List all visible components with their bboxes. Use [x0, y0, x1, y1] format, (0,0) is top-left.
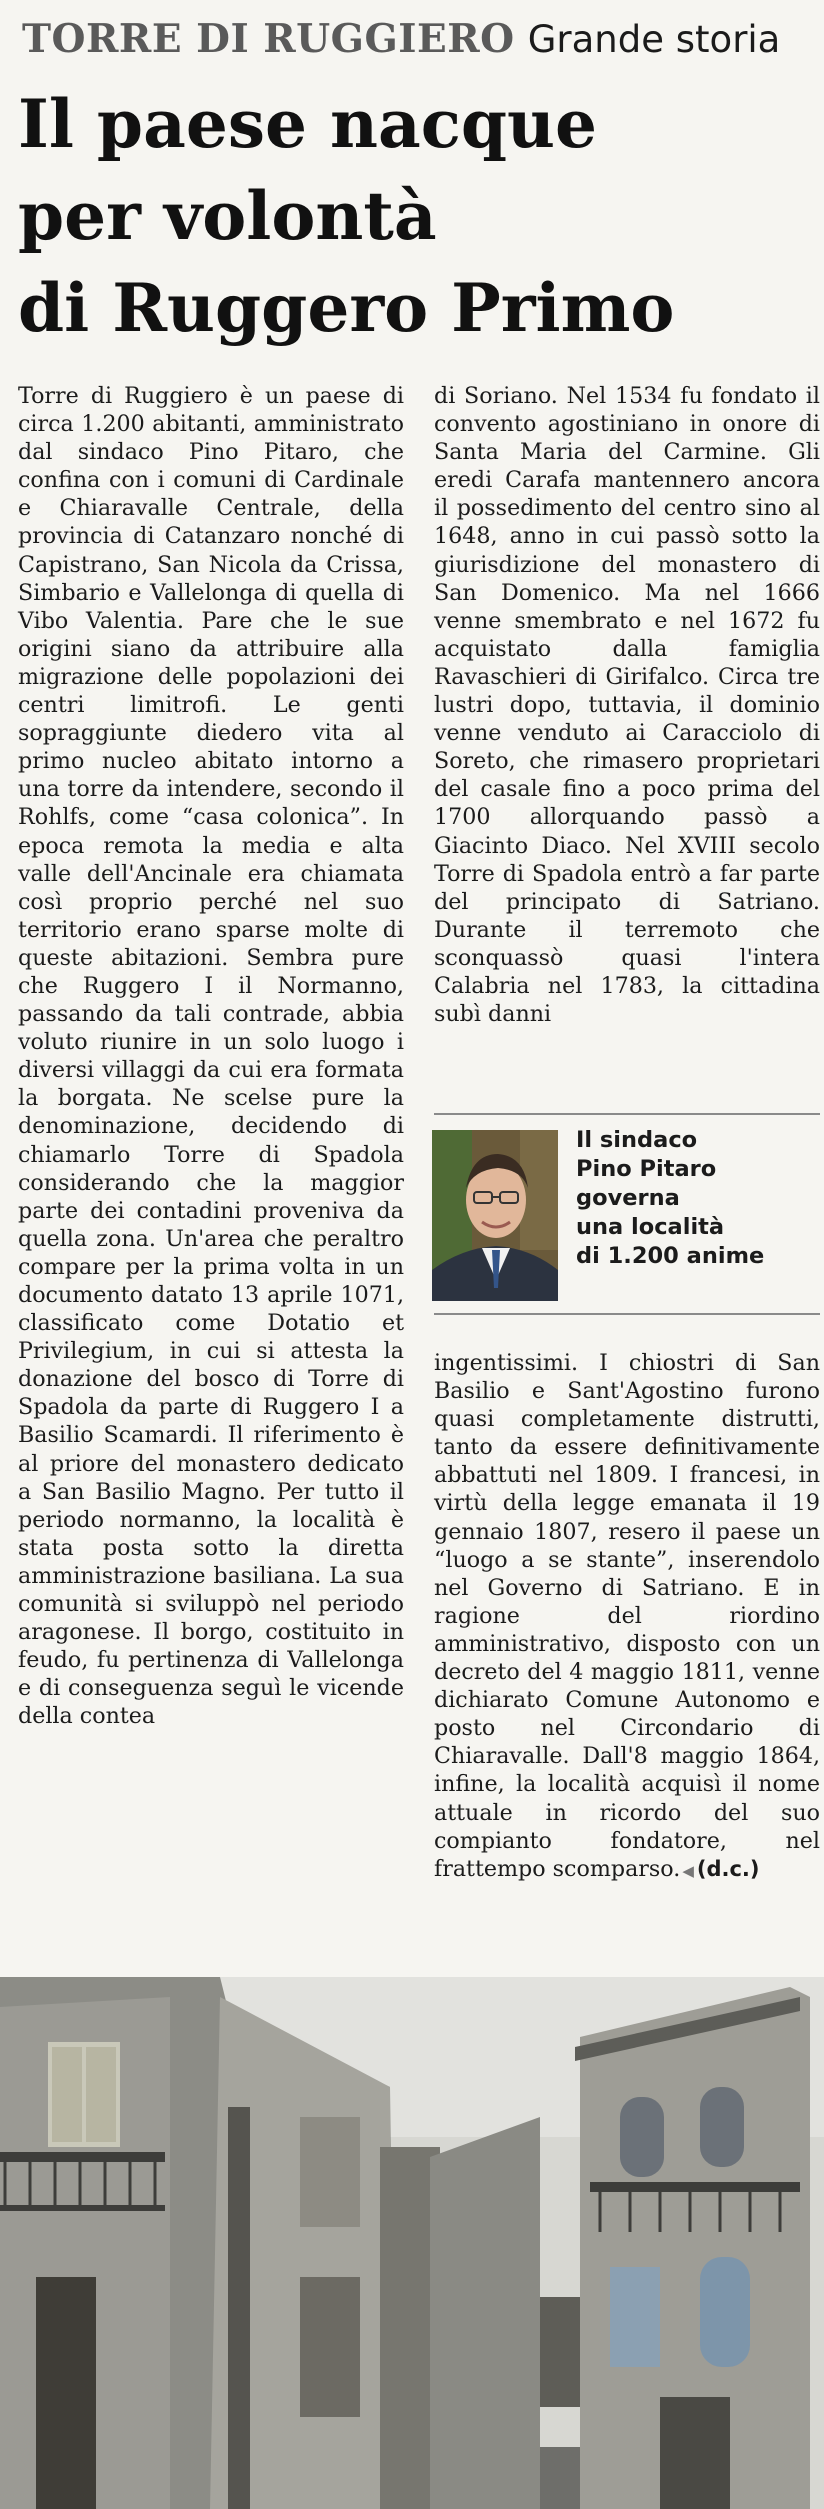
photo-caption	[576, 1126, 816, 1271]
article-column-1	[18, 382, 404, 1947]
headline	[18, 78, 808, 354]
caption-top-rule	[434, 1113, 820, 1115]
headline-line-2: per volontà	[18, 177, 437, 255]
caption-line-5: di 1.200 anime	[576, 1243, 765, 1269]
article-text-col1: Torre di Ruggiero è un paese di circa 1.200 abitanti, amministrato dal sindaco Pino Pitaro, che confina con i comuni di Cardinale e Chiaravalle Centrale, della provincia di Catanzaro nonché di Capistrano, San Nicola da Crissa, Simbario e Vallelonga di quella di Vibo Valentia. Pare che le sue origini siano da attribuire alla migrazione delle popolazioni dei centri limitrofi. Le genti sopraggiunte diedero vita al primo nucleo abitato intorno a una torre da intendere, secondo il Rohlfs, come “casa colonica”. In epoca remota la media e alta valle dell'Ancinale era chiamata così proprio perché nel suo territorio erano sparse molte di queste abitazioni. Sembra pure che Ruggero I il Normanno, passando da tali contrade, abbia voluto riunire in un solo luogo i diversi villaggi da cui era formata la borgata. Ne scelse pure la denominazione, decidendo di chiamarlo Torre di Spadola considerando che la maggior parte dei contadini proveniva da quella zona. Un'area che peraltro compare per la prima volta in un documento datato 13 aprile 1071, classificato come Dotatio et Privilegium, in cui si attesta la donazione del bosco di Torre di Spadola da parte di Ruggero I a Basilio Scamardi. Il riferimento è al priore del monastero dedicato a San Basilio Magno. Per tutto il periodo normanno, la località è stata posta sotto la diretta amministrazione basiliana. La sua comunità si sviluppò nel periodo aragonese. Il borgo, costituito in feudo, fu pertinenza di Vallelonga e di conseguenza seguì le vicende della contea	[18, 383, 404, 1730]
article-text-col2: di Soriano. Nel 1534 fu fondato il convento agostiniano in onore di Santa Maria del Carmine. Gli eredi Carafa mantennero ancora il possedimento del centro sino al 1648, anno in cui passò sotto la giurisdizione del monastero di San Domenico. Ma nel 1666 venne smembrato e nel 1672 fu acquistato dalla famiglia Ravaschieri di Girifalco. Circa tre lustri dopo, tuttavia, il dominio venne venduto ai Caracciolo di Soreto, che rimasero proprietari del casale fino a poco prima del 1700 allorquando passò a Giacinto Diaco. Nel XVIII secolo Torre di Spadola entrò a far parte del principato di Satriano. Durante il terremoto che sconquassò quasi l'intera Calabria nel 1783, la cittadina subì danni	[434, 383, 820, 1028]
headline-line-3: di Ruggero Primo	[18, 269, 675, 347]
caption-line-4: una località	[576, 1214, 725, 1240]
headline-line-1: Il paese nacque	[18, 85, 598, 163]
kicker	[22, 16, 822, 72]
article-text-col3: ingentissimi. I chiostri di San Basilio e Sant'Agostino furono quasi completamente distrutti, tanto da essere definitivamente abbattuti nel 1809. I francesi, in virtù della legge emanata il 19 gennaio 1807, resero il paese un “luogo a se stante”, inserendolo nel Governo di Satriano. E in ragione del riordino amministrativo, disposto con un decreto del 4 maggio 1811, venne dichiarato Comune Autonomo e posto nel Circondario di Chiaravalle. Dall'8 maggio 1864, infine, la località acquisì il nome attuale in ricordo del suo compianto fondatore, nel frattempo scomparso.	[434, 1350, 820, 1882]
caption-line-3: governa	[576, 1185, 680, 1211]
author-signature: (d.c.)	[696, 1856, 760, 1881]
caption-line-1: Il sindaco	[576, 1127, 698, 1153]
caption-bottom-rule	[434, 1313, 820, 1315]
street-photo	[0, 1977, 824, 2509]
caption-line-2: Pino Pitaro	[576, 1156, 717, 1182]
kicker-category: Grande storia	[527, 18, 781, 61]
kicker-place: TORRE DI RUGGIERO	[22, 16, 515, 62]
article-paragraph-end	[434, 1349, 820, 1885]
mayor-photo	[432, 1130, 558, 1301]
article-column-3	[434, 1349, 820, 1947]
end-arrow-icon: ◀	[682, 1861, 694, 1880]
street-scene-image	[0, 1977, 824, 2509]
article-column-2	[434, 382, 820, 1090]
mayor-portrait-image	[432, 1130, 558, 1301]
